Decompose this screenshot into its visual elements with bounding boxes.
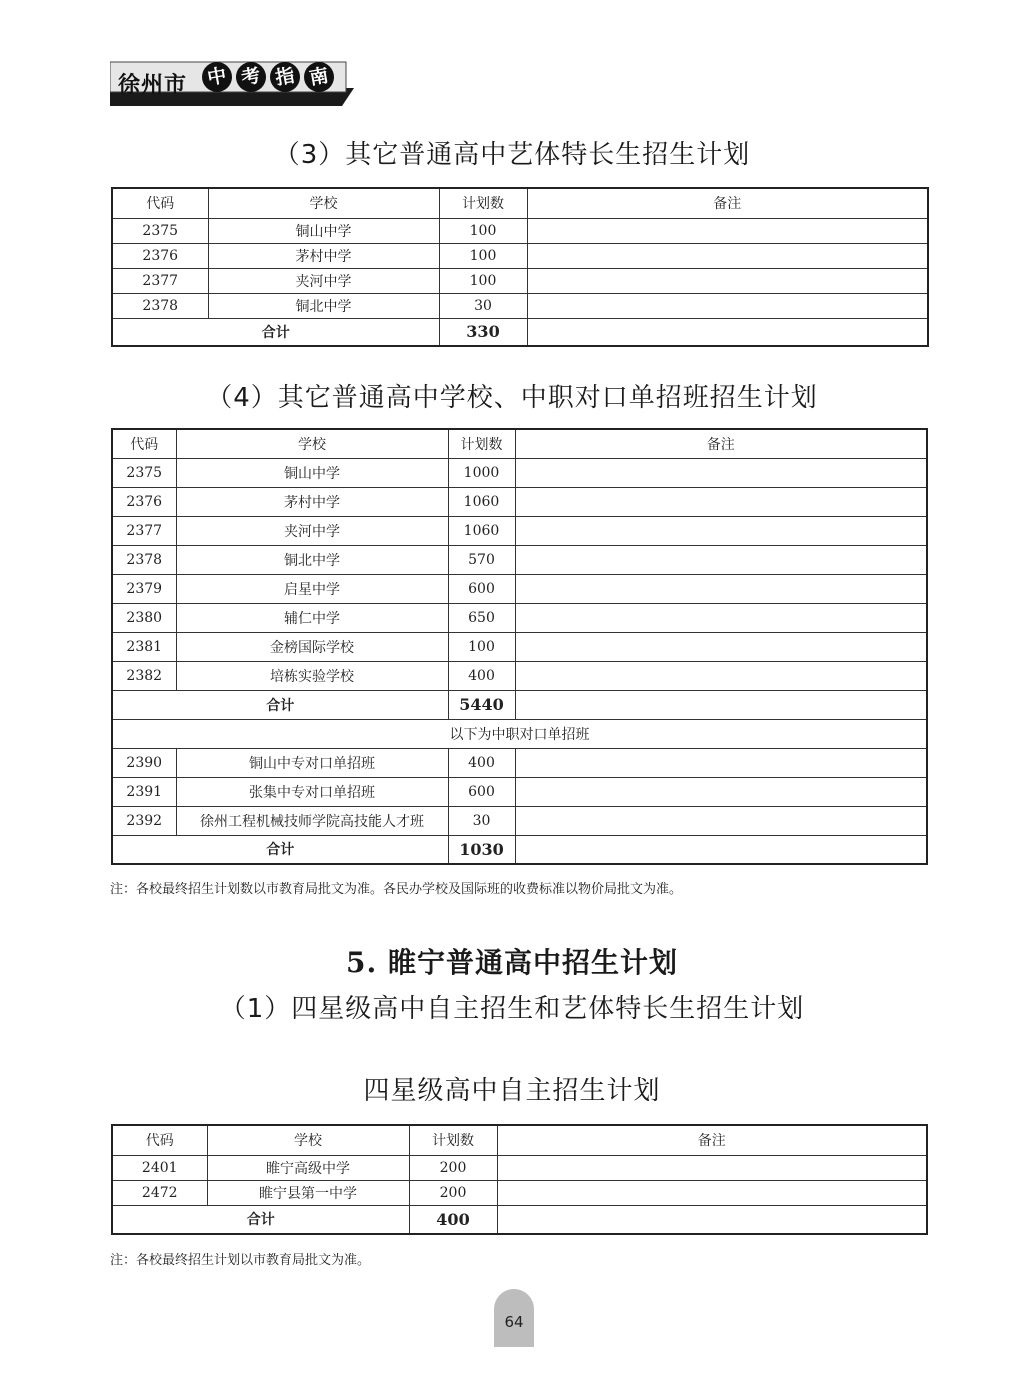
table-row: [112, 777, 927, 806]
header-city: 徐州市: [118, 73, 188, 98]
cell-school: 睢宁高级中学: [207, 1155, 409, 1180]
cell-plan: 1060: [448, 516, 515, 545]
column-header-note: 备注: [515, 429, 927, 458]
cell-note: [527, 268, 928, 293]
column-header-note: 备注: [527, 188, 928, 218]
total-value: 1030: [448, 835, 515, 864]
cell-note: [515, 661, 927, 690]
cell-plan: 30: [439, 293, 527, 318]
table-row: [112, 574, 927, 603]
cell-code: 2379: [112, 574, 176, 603]
header-guide-char-1: 中: [200, 60, 235, 95]
cell-note: [515, 632, 927, 661]
header-guide-char-2: 考: [234, 60, 269, 95]
section5-title: 5. 睢宁普通高中招生计划: [346, 946, 678, 979]
cell-school: 铜北中学: [176, 545, 448, 574]
divider-text: 以下为中职对口单招班: [112, 719, 927, 748]
cell-plan: 100: [439, 268, 527, 293]
table-row: [112, 1155, 927, 1180]
cell-code: 2380: [112, 603, 176, 632]
section5-table: [111, 1124, 928, 1235]
cell-note: [515, 574, 927, 603]
cell-school: 徐州工程机械技师学院高技能人才班: [176, 806, 448, 835]
cell-school: 茅村中学: [208, 243, 439, 268]
cell-plan: 400: [448, 748, 515, 777]
cell-note: [527, 293, 928, 318]
cell-note: [497, 1180, 927, 1205]
cell-plan: 400: [448, 661, 515, 690]
cell-plan: 1060: [448, 487, 515, 516]
table-row: [112, 632, 927, 661]
cell-school: 铜山中学: [208, 218, 439, 243]
cell-plan: 650: [448, 603, 515, 632]
header-banner: [110, 58, 354, 110]
cell-school: 茅村中学: [176, 487, 448, 516]
cell-note: [515, 748, 927, 777]
section4-title: （4）其它普通高中学校、中职对口单招班招生计划: [206, 383, 818, 413]
total-label: 合计: [112, 1205, 409, 1234]
cell-school: 睢宁县第一中学: [207, 1180, 409, 1205]
column-header-code: 代码: [112, 429, 176, 458]
cell-plan: 600: [448, 777, 515, 806]
table-row: [112, 1180, 927, 1205]
section5-subtitle: （1）四星级高中自主招生和艺体特长生招生计划: [219, 994, 805, 1024]
total-value: 330: [439, 318, 527, 346]
table-header-row: [112, 1125, 927, 1155]
column-header-note: 备注: [497, 1125, 927, 1155]
cell-school: 启星中学: [176, 574, 448, 603]
cell-code: 2378: [112, 293, 208, 318]
cell-code: 2375: [112, 218, 208, 243]
column-header-school: 学校: [176, 429, 448, 458]
cell-code: 2378: [112, 545, 176, 574]
cell-code: 2382: [112, 661, 176, 690]
section3-title: （3）其它普通高中艺体特长生招生计划: [273, 140, 751, 170]
table-row: [112, 516, 927, 545]
table-row: [112, 243, 928, 268]
cell-note: [515, 603, 927, 632]
column-header-school: 学校: [208, 188, 439, 218]
cell-school: 夹河中学: [176, 516, 448, 545]
table-row: [112, 293, 928, 318]
cell-code: 2472: [112, 1180, 207, 1205]
cell-note: [515, 806, 927, 835]
cell-plan: 100: [448, 632, 515, 661]
section5-footnote: 注：各校最终招生计划以市教育局批文为准。: [110, 1253, 371, 1268]
cell-plan: 30: [448, 806, 515, 835]
cell-note: [527, 243, 928, 268]
total-value: 400: [409, 1205, 497, 1234]
cell-school: 铜山中专对口单招班: [176, 748, 448, 777]
cell-code: 2392: [112, 806, 176, 835]
section4-footnote: 注：各校最终招生计划数以市教育局批文为准。各民办学校及国际班的收费标准以物价局批文为准。: [110, 882, 683, 897]
cell-code: 2377: [112, 516, 176, 545]
table-row: [112, 458, 927, 487]
cell-plan: 570: [448, 545, 515, 574]
cell-note: [515, 516, 927, 545]
cell-plan: 200: [409, 1180, 497, 1205]
cell-note: [515, 487, 927, 516]
cell-code: 2390: [112, 748, 176, 777]
table-row: [112, 218, 928, 243]
table-row: [112, 603, 927, 632]
cell-code: 2376: [112, 487, 176, 516]
table-row: [112, 661, 927, 690]
column-header-plan: 计划数: [439, 188, 527, 218]
table-row: [112, 545, 927, 574]
cell-plan: 100: [439, 218, 527, 243]
table-row: [112, 806, 927, 835]
cell-code: 2401: [112, 1155, 207, 1180]
cell-plan: 200: [409, 1155, 497, 1180]
total-row: [112, 318, 928, 346]
section3-table: [111, 187, 929, 347]
cell-school: 夹河中学: [208, 268, 439, 293]
table-header-row: [112, 188, 928, 218]
cell-code: 2376: [112, 243, 208, 268]
cell-code: 2377: [112, 268, 208, 293]
cell-note: [497, 1155, 927, 1180]
header-guide-char-3: 指: [268, 60, 303, 95]
cell-plan: 1000: [448, 458, 515, 487]
cell-code: 2381: [112, 632, 176, 661]
column-header-plan: 计划数: [448, 429, 515, 458]
column-header-code: 代码: [112, 188, 208, 218]
section5-table-title: 四星级高中自主招生计划: [363, 1076, 661, 1106]
cell-school: 金榜国际学校: [176, 632, 448, 661]
total-label: 合计: [112, 690, 448, 719]
divider-row: [112, 719, 927, 748]
cell-note: [515, 777, 927, 806]
total-label: 合计: [112, 835, 448, 864]
section4-table: [111, 428, 928, 865]
column-header-code: 代码: [112, 1125, 207, 1155]
cell-school: 辅仁中学: [176, 603, 448, 632]
page-number: 64: [494, 1289, 534, 1347]
column-header-school: 学校: [207, 1125, 409, 1155]
cell-note: [515, 545, 927, 574]
table-row: [112, 487, 927, 516]
total-value: 5440: [448, 690, 515, 719]
cell-school: 培栋实验学校: [176, 661, 448, 690]
header-guide-char-4: 南: [302, 60, 337, 95]
cell-plan: 600: [448, 574, 515, 603]
cell-school: 铜山中学: [176, 458, 448, 487]
total-row: [112, 1205, 927, 1234]
cell-school: 张集中专对口单招班: [176, 777, 448, 806]
cell-note: [515, 458, 927, 487]
total-label: 合计: [112, 318, 439, 346]
table-header-row: [112, 429, 927, 458]
cell-school: 铜北中学: [208, 293, 439, 318]
total-row: [112, 690, 927, 719]
table-row: [112, 748, 927, 777]
cell-note: [527, 218, 928, 243]
total-row: [112, 835, 927, 864]
cell-code: 2375: [112, 458, 176, 487]
column-header-plan: 计划数: [409, 1125, 497, 1155]
table-row: [112, 268, 928, 293]
cell-code: 2391: [112, 777, 176, 806]
cell-plan: 100: [439, 243, 527, 268]
